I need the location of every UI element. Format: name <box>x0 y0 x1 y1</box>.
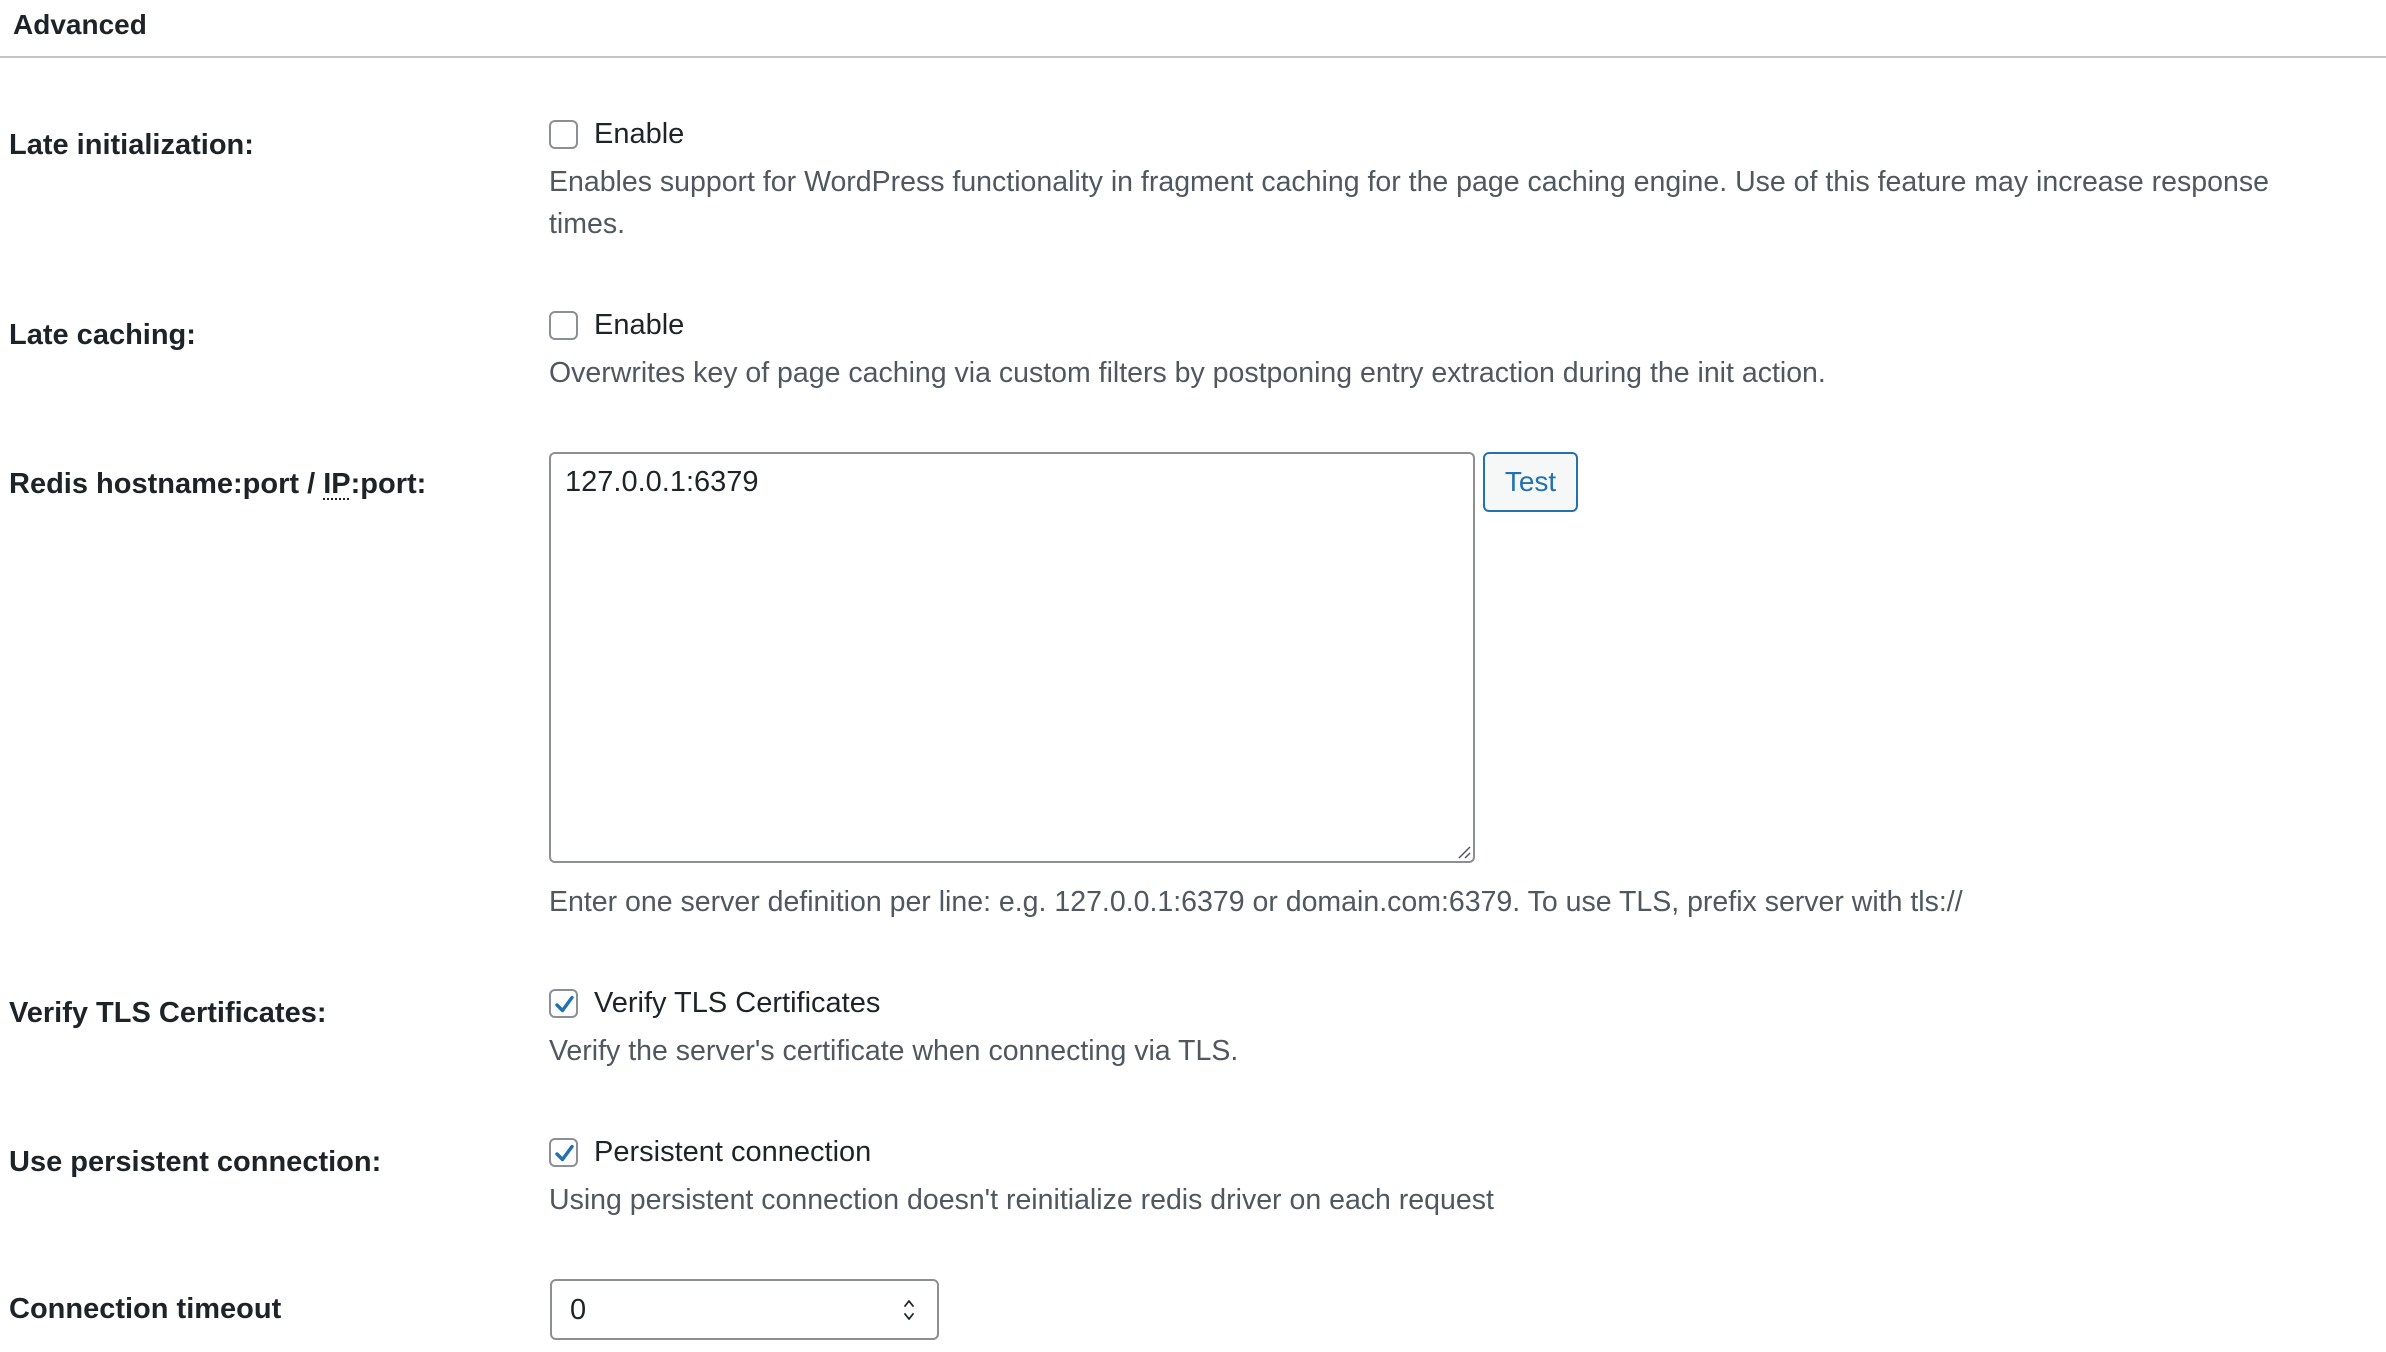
test-button[interactable]: Test <box>1483 452 1578 512</box>
connection-timeout-input[interactable] <box>550 1279 939 1340</box>
late-initialization-option[interactable] <box>549 116 684 152</box>
connection-timeout-value[interactable]: 0 <box>570 1294 587 1326</box>
late-initialization-label: Late initialization: <box>9 129 254 161</box>
verify-tls-checkbox-label[interactable]: Verify TLS Certificates <box>594 987 881 1019</box>
redis-label-prefix: Redis hostname:port / <box>9 468 324 500</box>
connection-timeout-label: Connection timeout <box>9 1293 282 1325</box>
verify-tls-option[interactable] <box>549 985 880 1021</box>
persistent-connection-checkbox[interactable] <box>549 1138 578 1167</box>
number-spinner-icon[interactable] <box>902 1296 916 1324</box>
late-initialization-checkbox-label[interactable]: Enable <box>594 118 685 150</box>
redis-servers-textarea[interactable] <box>549 452 1475 863</box>
persistent-connection-option[interactable] <box>549 1134 871 1170</box>
late-caching-checkbox[interactable] <box>549 311 578 340</box>
late-caching-description: Overwrites key of page caching via custom filters by postponing entry extraction during the init action. <box>549 357 1826 389</box>
late-caching-checkbox-label[interactable]: Enable <box>594 309 685 341</box>
verify-tls-description: Verify the server's certificate when connecting via TLS. <box>549 1035 1239 1067</box>
ip-abbreviation: IP <box>323 468 351 500</box>
late-initialization-checkbox[interactable] <box>549 120 578 149</box>
persistent-connection-label: Use persistent connection: <box>9 1146 382 1178</box>
redis-servers-description: Enter one server definition per line: e.g. 127.0.0.1:6379 or domain.com:6379. To use TLS, prefix server with tls:// <box>549 886 1963 918</box>
section-title: Advanced <box>13 9 147 40</box>
persistent-connection-checkbox-label[interactable]: Persistent connection <box>594 1136 872 1168</box>
checkmark-icon <box>552 1141 577 1166</box>
redis-hostname-label <box>9 466 426 502</box>
persistent-connection-description: Using persistent connection doesn't reinitialize redis driver on each request <box>549 1184 1494 1216</box>
verify-tls-label: Verify TLS Certificates: <box>9 997 327 1029</box>
late-caching-label: Late caching: <box>9 319 196 351</box>
section-header <box>0 0 2386 58</box>
verify-tls-checkbox[interactable] <box>549 989 578 1018</box>
late-caching-option[interactable] <box>549 307 684 343</box>
resize-handle-icon[interactable] <box>1455 843 1471 859</box>
redis-servers-value[interactable]: 127.0.0.1:6379 <box>565 466 759 498</box>
checkmark-icon <box>552 992 577 1017</box>
late-initialization-description: Enables support for WordPress functionality in fragment caching for the page caching engine. Use of this feature may increase response times. <box>549 166 2269 240</box>
redis-label-suffix: :port: <box>350 468 427 500</box>
